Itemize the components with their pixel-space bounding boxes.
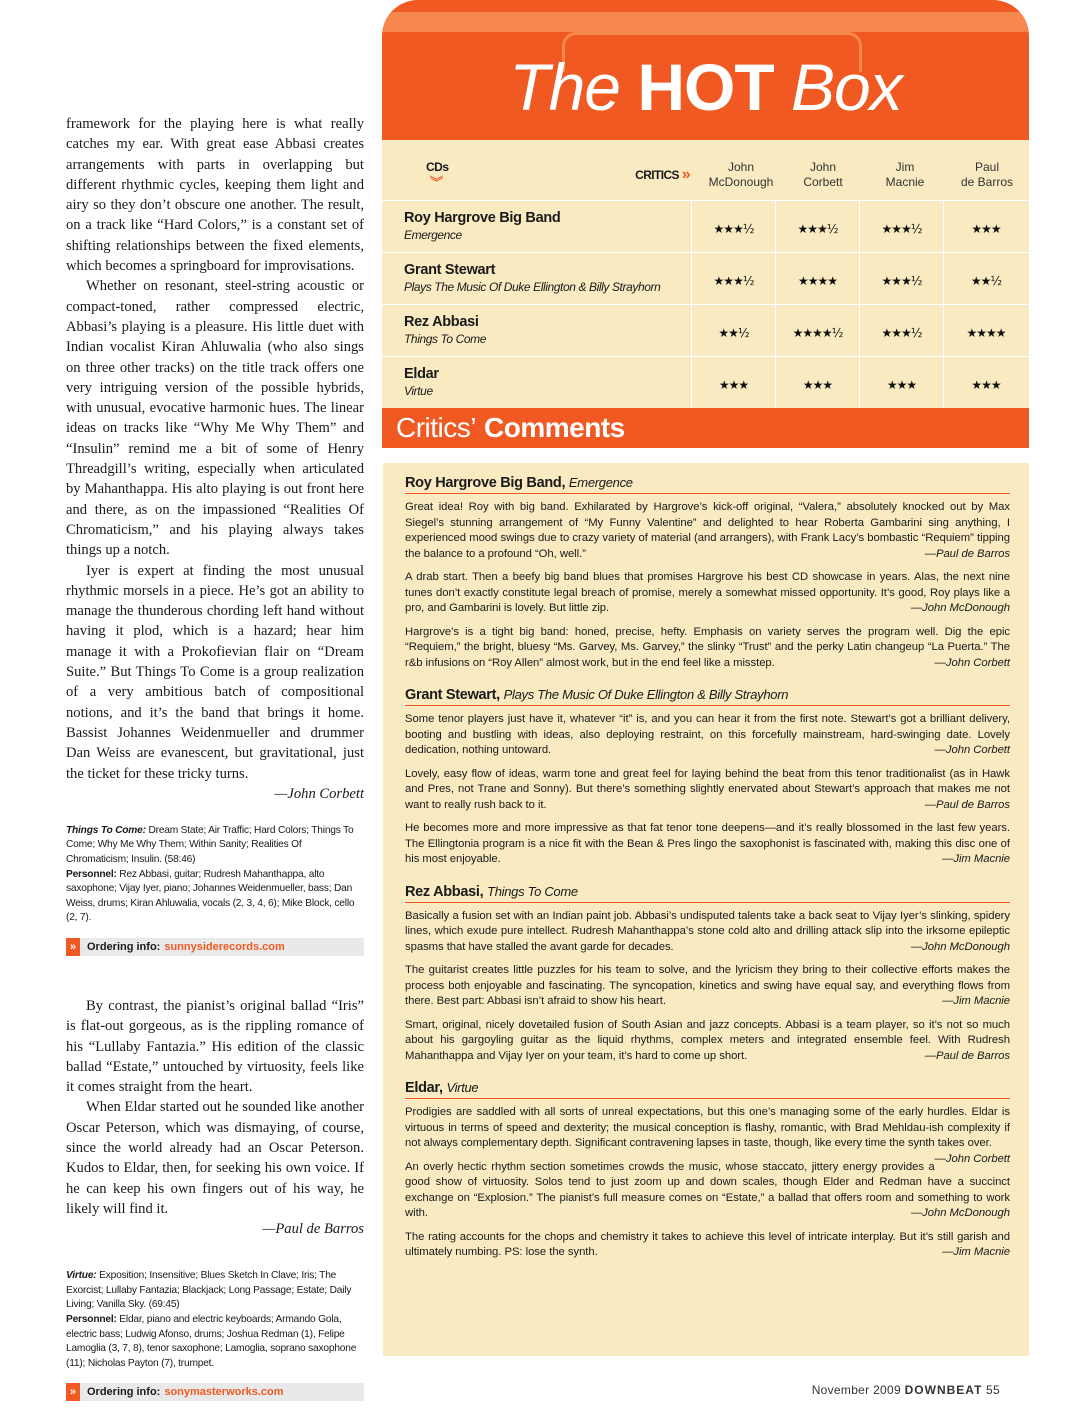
critic-comment xyxy=(405,821,1010,868)
artist-name: Eldar xyxy=(404,366,439,382)
reviewer-signature: —John Corbett xyxy=(274,785,364,802)
chevron-down-icon: ︾ xyxy=(430,175,443,190)
comment-byline: —John McDonough xyxy=(910,1207,1010,1219)
star-rating: ★★★ xyxy=(692,357,776,408)
critic-column-header xyxy=(700,160,782,190)
banner-stripe xyxy=(382,12,1029,32)
critic-last-name: Corbett xyxy=(803,175,843,189)
critic-last-name: McDonough xyxy=(708,175,774,189)
ratings-row xyxy=(382,356,1029,408)
comment-byline: —Jim Macnie xyxy=(942,853,1010,865)
comment-text: Smart, original, nicely dovetailed fusion of South Asian and jazz concepts. Abbasi is a team player, so it’s not so much about his gargoyling guitar as the liquid rhythms, complex meters and integrated ensemble feel. With Rudresh Mahanthappa and Vijay Iyer on your team, it’s hard to come up short. xyxy=(405,1018,1010,1062)
star-rating: ★★½ xyxy=(970,273,1002,288)
magazine-name: DOWNBEAT xyxy=(904,1383,983,1397)
critic-last-name: Macnie xyxy=(885,175,925,189)
star-rating: ★★★ xyxy=(971,377,1001,392)
critic-comment xyxy=(405,1018,1010,1065)
critics-comments-panel xyxy=(383,463,1029,1356)
critic-last-name: de Barros xyxy=(960,175,1014,189)
critic-comment xyxy=(405,625,1010,672)
album-info-tracks: Exposition; Insensitive; Blues Sketch In Clave; Iris; The Exorcist; Lullaby Fantazia; Blackjack; Long Passage; Estate; Daily Living; Vanilla Sky. (69:45) xyxy=(66,1270,352,1311)
comment-byline: —Paul de Barros xyxy=(924,1049,1010,1062)
critic-first-name: John xyxy=(809,160,837,174)
title-the: The xyxy=(509,50,620,124)
comments-title-a: Critics’ xyxy=(396,412,476,443)
critic-comment xyxy=(405,909,1010,956)
star-rating: ★★★½ xyxy=(860,201,944,252)
critic-column-header xyxy=(864,160,946,190)
star-rating: ★★★½ xyxy=(692,253,776,304)
page-number: 55 xyxy=(986,1383,1000,1397)
critic-first-name: John xyxy=(727,160,755,174)
personnel-list: Rez Abbasi, guitar; Rudresh Mahanthappa, alto saxophone; Vijay Iyer, piano; Johannes Weidenmueller, bass; Dan Weiss, drums; Kiran Ahluwalia, vocals (2, 3, 4, 6); Mike Block, cello (2, 7). xyxy=(66,868,355,924)
artist-name: Roy Hargrove Big Band xyxy=(404,210,561,226)
left-column xyxy=(66,114,364,1401)
comment-artist: Rez Abbasi, xyxy=(405,883,484,900)
hot-box-title xyxy=(382,52,1029,122)
comment-byline: —John McDonough xyxy=(910,602,1010,614)
critic-comment xyxy=(405,1230,1010,1261)
comment-text: Hargrove’s is a tight big band: honed, precise, hefty. Emphasis on variety serves the program well. Dig the epic “Requiem,” the bright, bluesy “Ms. Garvey, Ms. Garvey,” the slinky “Trust” and the perky Latin changeup “La Puerta.” The r&b infusions on “Roy Allen” almost work, but in the end feel like a misstep. xyxy=(405,625,1010,669)
critic-comment xyxy=(405,500,1010,562)
critic-comment xyxy=(405,570,1010,617)
star-rating: ★★★★½ xyxy=(776,305,860,356)
critic-comment xyxy=(405,1105,1010,1165)
comment-artist: Grant Stewart, xyxy=(405,687,500,703)
critics-comments-header xyxy=(382,408,1029,448)
personnel-label: Personnel: xyxy=(66,868,117,880)
reviewer-signature: —Paul de Barros xyxy=(262,1221,364,1238)
comment-text: Prodigies are saddled with all sorts of unreal expectations, but this one’s managing some of the early hurdles. Eldar is virtuous in terms of speed and dexterity; the musical conception is flashy, romantic, with Brad Mehldau-ish complexity if not always complementary depth. Significant contravening lapses in taste, though, like every time the synth takes over. xyxy=(405,1106,1010,1149)
album-info-title: Things To Come: xyxy=(66,824,146,836)
comment-section xyxy=(405,1080,1010,1261)
ordering-info-bar xyxy=(66,1383,364,1401)
cds-heading xyxy=(382,160,590,188)
comments-title-b: Comments xyxy=(484,412,625,443)
comment-byline: —John McDonough xyxy=(910,940,1010,953)
star-rating: ★★★½ xyxy=(860,253,944,304)
comment-section-heading xyxy=(405,687,1010,706)
album-cell xyxy=(382,253,692,304)
album-info-title: Virtue: xyxy=(66,1270,97,1282)
critic-comment xyxy=(405,767,1010,814)
paragraph: Iyer is expert at finding the most unusual rhythmic morsels in a piece. He’s got an ability to manage the thunderous chording left hand without having it plod, which is a hazard; hear him manage it with a Prokofievian flair on “Dream Suite.” But Things To Come is a group realization of a very ambitious batch of compositional notions, and it’s the band that brings it home. Bassist Johannes Weidenmueller and drummer Dan Weiss are evanescent, but gravitational, just the ticket for these tricky turns. xyxy=(66,562,364,782)
comment-section-heading xyxy=(405,475,1010,494)
critic-first-name: Paul xyxy=(974,160,1000,174)
critic-comment xyxy=(405,712,1010,759)
comment-text: A drab start. Then a beefy big band blues that promises Hargrove his best CD showcase in years. Alas, the next nine tunes don’t exactly constitute legal breach of promise, merely a somewhat missed opportunity. It’s good, Roy plays like a pro, and Gambarini is lovely. But little zip. xyxy=(405,571,1010,614)
title-box: Box xyxy=(791,50,902,124)
chevron-right-icon: » xyxy=(66,938,80,956)
ordering-info-label: Ordering info: xyxy=(87,1386,161,1399)
paragraph: When Eldar started out he sounded like another Oscar Peterson, which was dismaying, of course, since the world already had an Oscar Peterson. Kudos to Eldar, then, for seeking his own voice. If he can keep his own fingers out of his way, he likely will find it. xyxy=(66,1099,364,1217)
artist-name: Grant Stewart xyxy=(404,262,496,278)
comment-album: Emergence xyxy=(568,475,633,490)
review-text-part1 xyxy=(66,114,364,784)
comment-section xyxy=(405,475,1010,671)
star-rating: ★★½ xyxy=(692,305,776,356)
star-rating: ★★★ xyxy=(860,357,944,408)
comment-text: The guitarist creates little puzzles for his team to solve, and the lyricism they bring to their collective efforts makes the process both enjoyable and fascinating. The syncopation, kinetics and swing have equal say, and everything flows from there. Best part: Abbasi isn’t afraid to show his heart. xyxy=(405,964,1010,1007)
ratings-row xyxy=(382,304,1029,356)
comment-text: Basically a fusion set with an Indian paint job. Abbasi’s undisputed talents take a back seat to Vijay Iyer’s slinking, spidery lines, which exude pure intellect. Rudresh Mahanthappa’s stone cold alto and drilling attack slip into the irksome epileptic spasms that have stalled the avant garde for decades. xyxy=(405,909,1010,953)
comment-byline: —Jim Macnie xyxy=(942,1246,1010,1258)
comment-text: Great idea! Roy with big band. Exhilarated by Hargrove’s kick-off original, “Valera,” absolutely knocked out by Max Siegel’s stunning arrangement of “My Funny Valentine” and delighted to hear Roberta Gambarini sing anything, I experienced mood swings due to crazy variety of material (and arrangers), with Frank Lacy’s bombastic “Requiem” tipping the balance to a profound “Oh, well.” xyxy=(405,501,1010,560)
star-rating: ★★★ xyxy=(776,357,860,408)
star-rating: ★★★½ xyxy=(860,305,944,356)
album-cell xyxy=(382,357,692,408)
paragraph: Whether on resonant, steel-string acoustic or compact-toned, rather compressed electric, Abbasi’s playing is a pleasure. His little duet with Indian vocalist Kiran Ahluwalia (who also sings on three other tracks) on the title track offers one very intriguing version of the possible hybrids, with unusual, evocative harmonic hues. The linear ideas on tracks like “Why Me Why Them” and “Insulin” remind me a bit of some of Henry Threadgill’s writing, especially when articulated by Mahanthappa. His alto playing is out front here and there, as on the impassioned “Realities Of Chromaticism,” and his playing always takes things up a notch. xyxy=(66,278,364,559)
star-rating: ★★★½ xyxy=(776,201,860,252)
hot-box-banner xyxy=(382,0,1029,140)
critics-label: CRITICS xyxy=(635,168,679,182)
comment-section-heading xyxy=(405,884,1010,903)
comment-artist: Roy Hargrove Big Band, xyxy=(405,475,566,491)
ratings-row xyxy=(382,200,1029,252)
album-name: Emergence xyxy=(404,228,462,242)
star-rating: ★★★ xyxy=(971,221,1001,236)
comment-text: The rating accounts for the chops and chemistry it takes to achieve this level of intricate interplay. But it’s still garish and ultimately numbing. PS: lose the synth. xyxy=(405,1230,1010,1258)
comment-artist: Eldar, xyxy=(405,1080,443,1096)
album-name: Virtue xyxy=(404,384,433,398)
album-cell xyxy=(382,201,692,252)
critics-heading xyxy=(590,166,690,184)
artist-name: Rez Abbasi xyxy=(404,314,479,330)
ordering-info-link[interactable]: sonymasterworks.com xyxy=(164,1386,284,1399)
critic-comment xyxy=(405,963,1010,1010)
ordering-info-label: Ordering info: xyxy=(87,940,161,953)
chevron-right-icon: » xyxy=(66,1383,80,1401)
comment-byline: —John Corbett xyxy=(934,1152,1010,1165)
comment-album: Virtue xyxy=(446,1080,479,1095)
comment-text: An overly hectic rhythm section sometimes crowds the music, whose staccato, jittery energy provides a good show of virtuosity. Solos tend to just zoom up and down scales, though Elder and Redman have a succinct exchange on “Explosion.” The pianist’s full measure comes on “Estate,” a ballad that offers room and something to work with. xyxy=(405,1160,1010,1219)
issue-date: November 2009 xyxy=(811,1383,901,1397)
title-hot: HOT xyxy=(637,50,774,124)
critic-first-name: Jim xyxy=(895,160,915,174)
star-rating: ★★★★ xyxy=(776,253,860,304)
ratings-header xyxy=(382,140,1029,200)
star-rating: ★★★★ xyxy=(966,325,1006,340)
personnel-list: Eldar, piano and electric keyboards; Armando Gola, electric bass; Ludwig Afonso, drums; Joshua Redman (1), Felipe Lamoglia (3, 7, 8), tenor saxophone; Lamoglia, soprano saxophone (11); Nicholas Payton (7), trumpet. xyxy=(66,1314,357,1369)
comment-byline: —Paul de Barros xyxy=(924,798,1010,811)
star-rating: ★★★½ xyxy=(692,201,776,252)
paragraph: framework for the playing here is what really catches my ear. With great ease Abbasi creates arrangements with parts in overlapping but different rhythmic cycles, keeping them light and airy so they don’t obscure one another. The result, on a track like “Hard Colors,” is a constant set of shifting relationships between the fixed elements, which becomes a springboard for improvisations. xyxy=(66,116,364,275)
comments-content xyxy=(405,475,1010,1277)
album-info-things-to-come xyxy=(66,824,364,926)
chevron-right-icon: » xyxy=(681,166,690,183)
ratings-row xyxy=(382,252,1029,304)
ordering-info-link[interactable]: sunnysiderecords.com xyxy=(164,940,285,953)
ordering-info-bar xyxy=(66,938,364,956)
comment-byline: —John Corbett xyxy=(934,656,1010,669)
comment-byline: —Jim Macnie xyxy=(942,995,1010,1007)
comment-album: Plays The Music Of Duke Ellington & Billy Strayhorn xyxy=(503,687,789,702)
comment-text: Lovely, easy flow of ideas, warm tone and great feel for laying behind the beat from this tenor traditionalist (as in Hawk and Pres, not Trane and Sonny). But there’s something slightly enervated about Stewart’s approach that makes me not want to really rush back to it. xyxy=(405,767,1010,811)
album-info-virtue xyxy=(66,1269,364,1371)
comment-section-heading xyxy=(405,1080,1010,1099)
critic-column-header xyxy=(782,160,864,190)
comment-album: Things To Come xyxy=(487,883,578,899)
personnel-label: Personnel: xyxy=(66,1314,117,1325)
comment-text: He becomes more and more impressive as that fat tenor tone deepens—and it’s really blossomed in the last few years. The Ellingtonia program is a nice fit with the Bean & Pres lingo the saxophonist is fascinated with, making this disc one of his most enjoyable. xyxy=(405,822,1010,865)
comment-section xyxy=(405,884,1010,1065)
comment-byline: —John Corbett xyxy=(934,744,1010,756)
critic-column-header xyxy=(946,160,1028,190)
page-footer xyxy=(812,1383,1000,1397)
cds-label: CDs xyxy=(426,160,449,174)
paragraph: By contrast, the pianist’s original ballad “Iris” is flat-out gorgeous, as is the rippling romance of his “Lullaby Fantazia.” His edition of the classic ballad “Estate,” untouched by virtuosity, feels like it comes straight from the heart. xyxy=(66,997,364,1096)
album-cell xyxy=(382,305,692,356)
review-text-part2 xyxy=(66,996,364,1219)
ratings-table xyxy=(382,140,1029,408)
comment-byline: —Paul de Barros xyxy=(924,547,1010,560)
album-name: Things To Come xyxy=(404,332,486,346)
comment-text: Some tenor players just have it, whatever “it” is, and you can hear it from the first note. Stewart’s got a brilliant delivery, booting and bustling with ideas, also deploying restraint, on this forcefully mainstream, hard-swinging date. Lovely dedication, nothing untoward. xyxy=(405,713,1010,756)
album-info-tracks: Dream State; Air Traffic; Hard Colors; Things To Come; Why Me Why Them; Within Sanity; Realities Of Chromaticism; Insulin. (58:46) xyxy=(66,824,354,865)
critic-comment xyxy=(405,1160,1010,1222)
comment-section xyxy=(405,687,1010,868)
hot-box xyxy=(382,0,1029,448)
album-name: Plays The Music Of Duke Ellington & Billy Strayhorn xyxy=(404,280,661,294)
